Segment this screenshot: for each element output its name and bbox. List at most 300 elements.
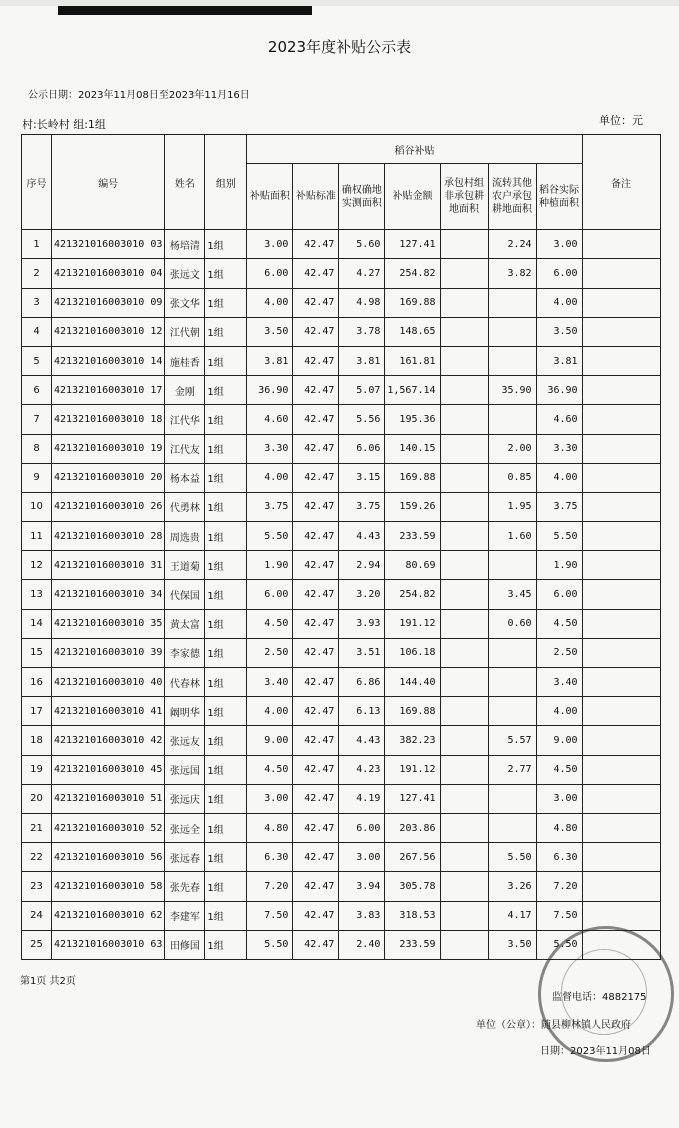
table-row xyxy=(22,230,661,259)
row-standard: 42.47 xyxy=(293,726,339,755)
row-remark xyxy=(582,872,660,901)
row-name: 金刚 xyxy=(165,376,205,405)
row-amount: 267.56 xyxy=(385,843,440,872)
table-row xyxy=(22,638,661,667)
row-name: 代保国 xyxy=(165,580,205,609)
row-transfer: 3.82 xyxy=(488,259,536,288)
row-area: 36.90 xyxy=(247,376,293,405)
row-contract xyxy=(440,901,488,930)
unit-seal: 单位（公章）：随县柳林镇人民政府 xyxy=(476,1020,631,1031)
row-name: 李家德 xyxy=(165,638,205,667)
row-group: 1组 xyxy=(205,463,247,492)
row-actual: 3.50 xyxy=(536,317,582,346)
table-row xyxy=(22,259,661,288)
row-transfer: 2.24 xyxy=(488,230,536,259)
row-contract xyxy=(440,259,488,288)
row-contract xyxy=(440,609,488,638)
row-actual: 7.20 xyxy=(536,872,582,901)
row-code: 421321016003010 58 xyxy=(52,872,165,901)
row-transfer: 0.60 xyxy=(488,609,536,638)
row-remark xyxy=(582,784,660,813)
row-group: 1组 xyxy=(205,638,247,667)
row-contract xyxy=(440,522,488,551)
row-code: 421321016003010 41 xyxy=(52,697,165,726)
row-remark xyxy=(582,405,660,434)
row-area: 6.30 xyxy=(247,843,293,872)
row-transfer xyxy=(488,784,536,813)
row-code: 421321016003010 17 xyxy=(52,376,165,405)
row-contract xyxy=(440,317,488,346)
row-amount: 140.15 xyxy=(385,434,440,463)
table-row xyxy=(22,784,661,813)
row-seq: 19 xyxy=(22,755,52,784)
row-group: 1组 xyxy=(205,376,247,405)
row-measured: 5.56 xyxy=(339,405,385,434)
row-seq: 8 xyxy=(22,434,52,463)
row-area: 2.50 xyxy=(247,638,293,667)
row-name: 张远庆 xyxy=(165,784,205,813)
row-measured: 4.43 xyxy=(339,522,385,551)
table-row xyxy=(22,930,661,959)
row-standard: 42.47 xyxy=(293,405,339,434)
row-contract xyxy=(440,551,488,580)
row-name: 代春林 xyxy=(165,668,205,697)
row-amount: 161.81 xyxy=(385,346,440,375)
row-name: 施桂香 xyxy=(165,346,205,375)
row-contract xyxy=(440,376,488,405)
row-remark xyxy=(582,843,660,872)
row-contract xyxy=(440,463,488,492)
row-remark xyxy=(582,697,660,726)
row-remark xyxy=(582,668,660,697)
row-remark xyxy=(582,463,660,492)
row-standard: 42.47 xyxy=(293,230,339,259)
row-actual: 6.30 xyxy=(536,843,582,872)
row-standard: 42.47 xyxy=(293,259,339,288)
row-group: 1组 xyxy=(205,930,247,959)
row-actual: 4.00 xyxy=(536,697,582,726)
table-row xyxy=(22,843,661,872)
row-group: 1组 xyxy=(205,259,247,288)
row-code: 421321016003010 45 xyxy=(52,755,165,784)
table-row xyxy=(22,346,661,375)
row-contract xyxy=(440,580,488,609)
row-remark xyxy=(582,551,660,580)
row-actual: 4.50 xyxy=(536,609,582,638)
row-measured: 3.78 xyxy=(339,317,385,346)
row-group: 1组 xyxy=(205,346,247,375)
row-amount: 233.59 xyxy=(385,522,440,551)
row-remark xyxy=(582,317,660,346)
row-amount: 144.40 xyxy=(385,668,440,697)
row-remark xyxy=(582,434,660,463)
row-standard: 42.47 xyxy=(293,901,339,930)
row-transfer xyxy=(488,638,536,667)
row-transfer: 0.85 xyxy=(488,463,536,492)
row-contract xyxy=(440,638,488,667)
row-standard: 42.47 xyxy=(293,434,339,463)
row-code: 421321016003010 31 xyxy=(52,551,165,580)
row-name: 代勇林 xyxy=(165,492,205,521)
row-actual: 5.50 xyxy=(536,522,582,551)
row-transfer xyxy=(488,668,536,697)
row-transfer: 5.50 xyxy=(488,843,536,872)
row-standard: 42.47 xyxy=(293,317,339,346)
row-name: 江代友 xyxy=(165,434,205,463)
row-group: 1组 xyxy=(205,668,247,697)
row-group: 1组 xyxy=(205,317,247,346)
header-rice-subsidy: 稻谷补贴 xyxy=(247,135,582,164)
publish-date: 公示日期：2023年11月08日至2023年11月16日 xyxy=(28,90,250,101)
row-name: 张文华 xyxy=(165,288,205,317)
row-area: 3.50 xyxy=(247,317,293,346)
row-area: 5.50 xyxy=(247,522,293,551)
table-row xyxy=(22,755,661,784)
table-row xyxy=(22,901,661,930)
row-group: 1组 xyxy=(205,551,247,580)
document-title: 2023年度补贴公示表 xyxy=(267,38,412,56)
row-measured: 4.23 xyxy=(339,755,385,784)
row-contract xyxy=(440,346,488,375)
row-actual: 3.30 xyxy=(536,434,582,463)
row-area: 3.30 xyxy=(247,434,293,463)
row-remark xyxy=(582,346,660,375)
row-seq: 20 xyxy=(22,784,52,813)
row-standard: 42.47 xyxy=(293,843,339,872)
row-measured: 3.83 xyxy=(339,901,385,930)
row-actual: 4.00 xyxy=(536,463,582,492)
row-standard: 42.47 xyxy=(293,463,339,492)
row-actual: 5.50 xyxy=(536,930,582,959)
row-amount: 254.82 xyxy=(385,259,440,288)
row-area: 4.00 xyxy=(247,463,293,492)
row-seq: 1 xyxy=(22,230,52,259)
table-row xyxy=(22,376,661,405)
row-group: 1组 xyxy=(205,434,247,463)
row-code: 421321016003010 40 xyxy=(52,668,165,697)
header-amount: 补贴金额 xyxy=(385,164,440,230)
header-measured: 确权确地实测面积 xyxy=(339,164,385,230)
row-name: 黄太富 xyxy=(165,609,205,638)
row-remark xyxy=(582,726,660,755)
row-name: 李建军 xyxy=(165,901,205,930)
row-code: 421321016003010 26 xyxy=(52,492,165,521)
row-amount: 80.69 xyxy=(385,551,440,580)
row-seq: 25 xyxy=(22,930,52,959)
row-standard: 42.47 xyxy=(293,930,339,959)
row-amount: 169.88 xyxy=(385,288,440,317)
row-actual: 4.80 xyxy=(536,813,582,842)
table-row xyxy=(22,872,661,901)
row-code: 421321016003010 56 xyxy=(52,843,165,872)
row-group: 1组 xyxy=(205,755,247,784)
row-transfer xyxy=(488,317,536,346)
row-seq: 3 xyxy=(22,288,52,317)
row-transfer: 2.77 xyxy=(488,755,536,784)
header-contract-land: 承包村组非承包耕地面积 xyxy=(440,164,488,230)
row-code: 421321016003010 28 xyxy=(52,522,165,551)
row-area: 3.40 xyxy=(247,668,293,697)
table-row xyxy=(22,813,661,842)
table-row xyxy=(22,434,661,463)
row-actual: 3.00 xyxy=(536,784,582,813)
row-amount: 127.41 xyxy=(385,784,440,813)
row-name: 杨培清 xyxy=(165,230,205,259)
row-measured: 4.98 xyxy=(339,288,385,317)
row-measured: 6.06 xyxy=(339,434,385,463)
row-amount: 169.88 xyxy=(385,463,440,492)
row-group: 1组 xyxy=(205,522,247,551)
row-group: 1组 xyxy=(205,230,247,259)
row-transfer: 1.60 xyxy=(488,522,536,551)
row-area: 4.50 xyxy=(247,609,293,638)
row-actual: 36.90 xyxy=(536,376,582,405)
table-row xyxy=(22,405,661,434)
row-measured: 3.00 xyxy=(339,843,385,872)
row-contract xyxy=(440,434,488,463)
header-code: 编号 xyxy=(52,135,165,230)
row-code: 421321016003010 35 xyxy=(52,609,165,638)
header-area: 补贴面积 xyxy=(247,164,293,230)
table-row xyxy=(22,726,661,755)
row-seq: 10 xyxy=(22,492,52,521)
row-actual: 7.50 xyxy=(536,901,582,930)
row-group: 1组 xyxy=(205,405,247,434)
row-area: 6.00 xyxy=(247,580,293,609)
row-amount: 191.12 xyxy=(385,755,440,784)
row-group: 1组 xyxy=(205,580,247,609)
table-row xyxy=(22,317,661,346)
row-name: 田修国 xyxy=(165,930,205,959)
row-name: 王道菊 xyxy=(165,551,205,580)
row-measured: 3.94 xyxy=(339,872,385,901)
row-actual: 9.00 xyxy=(536,726,582,755)
row-seq: 22 xyxy=(22,843,52,872)
row-standard: 42.47 xyxy=(293,755,339,784)
header-standard: 补贴标准 xyxy=(293,164,339,230)
row-code: 421321016003010 04 xyxy=(52,259,165,288)
row-area: 7.50 xyxy=(247,901,293,930)
row-transfer: 1.95 xyxy=(488,492,536,521)
row-seq: 24 xyxy=(22,901,52,930)
row-area: 1.90 xyxy=(247,551,293,580)
table-row xyxy=(22,463,661,492)
row-area: 9.00 xyxy=(247,726,293,755)
row-contract xyxy=(440,930,488,959)
row-seq: 4 xyxy=(22,317,52,346)
row-remark xyxy=(582,638,660,667)
row-remark xyxy=(582,609,660,638)
row-seq: 5 xyxy=(22,346,52,375)
row-amount: 106.18 xyxy=(385,638,440,667)
row-transfer xyxy=(488,405,536,434)
row-measured: 4.43 xyxy=(339,726,385,755)
row-standard: 42.47 xyxy=(293,697,339,726)
row-standard: 42.47 xyxy=(293,346,339,375)
row-amount: 233.59 xyxy=(385,930,440,959)
supervision-phone: 监督电话：4882175 xyxy=(552,992,647,1003)
row-contract xyxy=(440,813,488,842)
row-name: 张先春 xyxy=(165,872,205,901)
row-area: 5.50 xyxy=(247,930,293,959)
row-standard: 42.47 xyxy=(293,551,339,580)
row-area: 3.81 xyxy=(247,346,293,375)
row-standard: 42.47 xyxy=(293,784,339,813)
row-measured: 5.60 xyxy=(339,230,385,259)
row-standard: 42.47 xyxy=(293,668,339,697)
row-group: 1组 xyxy=(205,697,247,726)
row-code: 421321016003010 63 xyxy=(52,930,165,959)
row-seq: 16 xyxy=(22,668,52,697)
row-seq: 15 xyxy=(22,638,52,667)
row-contract xyxy=(440,230,488,259)
row-measured: 4.27 xyxy=(339,259,385,288)
row-code: 421321016003010 52 xyxy=(52,813,165,842)
row-remark xyxy=(582,230,660,259)
row-remark xyxy=(582,755,660,784)
row-name: 周选贵 xyxy=(165,522,205,551)
table-body xyxy=(22,230,661,960)
row-standard: 42.47 xyxy=(293,288,339,317)
row-remark xyxy=(582,813,660,842)
sign-date: 日期：2023年11月08日 xyxy=(540,1046,651,1057)
row-measured: 3.81 xyxy=(339,346,385,375)
row-actual: 3.75 xyxy=(536,492,582,521)
row-code: 421321016003010 39 xyxy=(52,638,165,667)
row-transfer: 35.90 xyxy=(488,376,536,405)
row-actual: 3.81 xyxy=(536,346,582,375)
row-area: 4.60 xyxy=(247,405,293,434)
row-amount: 159.26 xyxy=(385,492,440,521)
row-area: 4.80 xyxy=(247,813,293,842)
row-standard: 42.47 xyxy=(293,492,339,521)
table-row xyxy=(22,492,661,521)
row-name: 杨本益 xyxy=(165,463,205,492)
row-measured: 3.20 xyxy=(339,580,385,609)
row-name: 张远友 xyxy=(165,726,205,755)
row-transfer: 3.45 xyxy=(488,580,536,609)
row-area: 4.00 xyxy=(247,288,293,317)
row-contract xyxy=(440,872,488,901)
row-standard: 42.47 xyxy=(293,580,339,609)
row-seq: 17 xyxy=(22,697,52,726)
row-seq: 2 xyxy=(22,259,52,288)
row-measured: 3.51 xyxy=(339,638,385,667)
row-group: 1组 xyxy=(205,872,247,901)
row-group: 1组 xyxy=(205,726,247,755)
row-contract xyxy=(440,405,488,434)
row-actual: 3.00 xyxy=(536,230,582,259)
row-code: 421321016003010 51 xyxy=(52,784,165,813)
row-name: 江代华 xyxy=(165,405,205,434)
row-actual: 6.00 xyxy=(536,259,582,288)
row-seq: 12 xyxy=(22,551,52,580)
row-amount: 191.12 xyxy=(385,609,440,638)
row-name: 阚明华 xyxy=(165,697,205,726)
row-contract xyxy=(440,755,488,784)
row-amount: 254.82 xyxy=(385,580,440,609)
row-actual: 6.00 xyxy=(536,580,582,609)
row-seq: 7 xyxy=(22,405,52,434)
table-row xyxy=(22,668,661,697)
row-measured: 2.40 xyxy=(339,930,385,959)
document-page xyxy=(0,6,679,1128)
row-group: 1组 xyxy=(205,492,247,521)
row-contract xyxy=(440,784,488,813)
row-amount: 305.78 xyxy=(385,872,440,901)
row-amount: 318.53 xyxy=(385,901,440,930)
row-actual: 4.60 xyxy=(536,405,582,434)
row-standard: 42.47 xyxy=(293,376,339,405)
row-code: 421321016003010 62 xyxy=(52,901,165,930)
row-actual: 1.90 xyxy=(536,551,582,580)
row-seq: 23 xyxy=(22,872,52,901)
table-row xyxy=(22,551,661,580)
subsidy-table xyxy=(21,134,661,960)
row-contract xyxy=(440,697,488,726)
row-area: 4.00 xyxy=(247,697,293,726)
scan-edge-bar xyxy=(58,6,312,15)
row-area: 4.50 xyxy=(247,755,293,784)
row-seq: 21 xyxy=(22,813,52,842)
header-actual-area: 稻谷实际种植面积 xyxy=(536,164,582,230)
row-actual: 2.50 xyxy=(536,638,582,667)
row-amount: 195.36 xyxy=(385,405,440,434)
row-remark xyxy=(582,930,660,959)
row-code: 421321016003010 34 xyxy=(52,580,165,609)
row-contract xyxy=(440,288,488,317)
row-transfer xyxy=(488,346,536,375)
row-seq: 18 xyxy=(22,726,52,755)
header-remark: 备注 xyxy=(582,135,660,230)
row-area: 3.00 xyxy=(247,784,293,813)
row-amount: 1,567.14 xyxy=(385,376,440,405)
row-group: 1组 xyxy=(205,901,247,930)
row-code: 421321016003010 03 xyxy=(52,230,165,259)
row-group: 1组 xyxy=(205,813,247,842)
row-measured: 5.07 xyxy=(339,376,385,405)
header-seq: 序号 xyxy=(22,135,52,230)
row-code: 421321016003010 12 xyxy=(52,317,165,346)
row-contract xyxy=(440,726,488,755)
row-area: 3.00 xyxy=(247,230,293,259)
table-row xyxy=(22,288,661,317)
row-remark xyxy=(582,522,660,551)
row-name: 江代朝 xyxy=(165,317,205,346)
table-row xyxy=(22,522,661,551)
row-name: 张远春 xyxy=(165,843,205,872)
table-row xyxy=(22,580,661,609)
row-group: 1组 xyxy=(205,609,247,638)
row-transfer: 4.17 xyxy=(488,901,536,930)
row-name: 张远文 xyxy=(165,259,205,288)
row-code: 421321016003010 18 xyxy=(52,405,165,434)
row-remark xyxy=(582,580,660,609)
row-remark xyxy=(582,492,660,521)
row-contract xyxy=(440,668,488,697)
row-seq: 13 xyxy=(22,580,52,609)
row-group: 1组 xyxy=(205,784,247,813)
row-standard: 42.47 xyxy=(293,638,339,667)
row-measured: 6.00 xyxy=(339,813,385,842)
row-code: 421321016003010 20 xyxy=(52,463,165,492)
row-code: 421321016003010 14 xyxy=(52,346,165,375)
row-remark xyxy=(582,259,660,288)
row-measured: 3.15 xyxy=(339,463,385,492)
row-remark xyxy=(582,376,660,405)
village-group: 村:长岭村 组:1组 xyxy=(22,118,106,131)
row-remark xyxy=(582,288,660,317)
